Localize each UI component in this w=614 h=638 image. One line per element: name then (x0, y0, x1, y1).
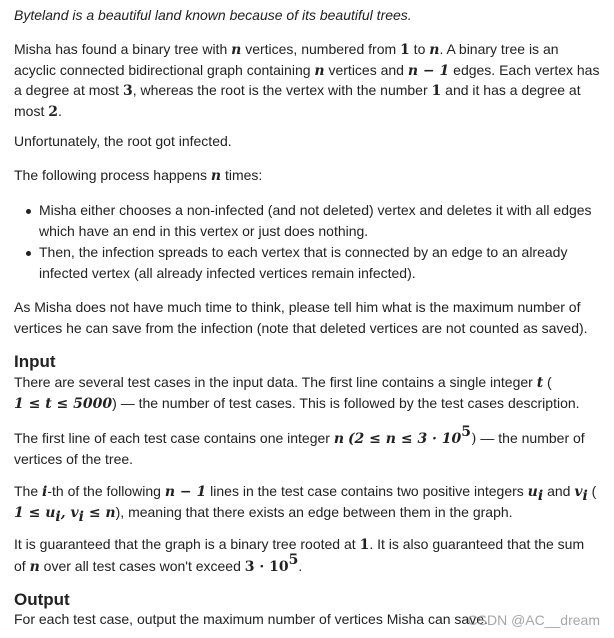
math-n: n (314, 62, 325, 79)
math-subscript: i (582, 487, 588, 504)
paragraph-output: For each test case, output the maximum number of vertices Misha can save. (14, 611, 488, 627)
text: . It is also guaranteed that the sum (369, 536, 585, 552)
math-t-range: 1 ≤ t ≤ 5000 (14, 396, 113, 412)
math-1: 1 (431, 83, 442, 99)
math-t: t (536, 375, 544, 391)
text: vertices, numbered from (241, 41, 401, 57)
math-subscript: i (78, 508, 84, 525)
text: , whereas the root is the vertex with the number (132, 82, 432, 98)
math-n-minus-1: n − 1 (407, 62, 450, 79)
watermark: CSDN @AC__dream (467, 612, 600, 628)
math-i: i (42, 484, 48, 500)
text: -th of the following (47, 483, 165, 499)
text: ( (543, 374, 552, 390)
list-item: Then, the infection spreads to each vertex that is connected by an edge to an already infected vertex (all already infected vertices remain infected). (39, 242, 604, 284)
text: . A binary tree is an acyclic connected bidirectional graph containing (14, 41, 559, 78)
process-steps-list (14, 200, 604, 284)
text: of (14, 558, 30, 574)
math-subscript: i (537, 487, 544, 504)
text: and (543, 483, 575, 499)
math-v: v (574, 484, 583, 500)
math-range: ≤ n (83, 505, 116, 521)
paragraph-input-edges (14, 481, 596, 523)
paragraph-question: As Misha does not have much time to think, please tell him what is the maximum number of vertices he can save from the infection (note that deleted vertices are not counted as saved). (14, 299, 588, 336)
math-paren: ) (471, 431, 477, 447)
math-n: n (429, 42, 440, 58)
text: The first line of each test case contains one integer (14, 430, 334, 446)
list-item: Misha either chooses a non-infected (and not deleted) vertex and deletes it with all edges which have an end in this vertex or just does nothing. (39, 200, 604, 242)
math-subscript: i (55, 508, 61, 525)
math-1: 1 (359, 537, 370, 553)
output-heading: Output (14, 590, 70, 609)
math-range: 1 ≤ u (14, 505, 56, 521)
text: lines in the test case contains two positive integers (206, 483, 528, 499)
text: The following process happens (14, 167, 211, 183)
text: to (409, 41, 430, 57)
text: — the number of vertices of the tree. (14, 430, 585, 467)
math-n-range: (2 ≤ n ≤ 3 · 10 (347, 431, 462, 447)
math-n-minus-1: n − 1 (164, 484, 207, 500)
math-u: u (527, 484, 538, 500)
text: The (14, 483, 43, 499)
text: There are several test cases in the input data. The first line contains a single integer (14, 374, 537, 390)
input-heading: Input (14, 352, 56, 371)
math-2: 2 (48, 103, 58, 120)
intro-text: Byteland is a beautiful land known because of its beautiful trees. (14, 7, 412, 23)
math-n: n (210, 168, 222, 184)
text: and it has a degree at most (14, 82, 581, 119)
paragraph-infected: Unfortunately, the root got infected. (14, 133, 232, 149)
text: over all test cases won't exceed (39, 558, 245, 574)
paragraph-process (14, 166, 262, 187)
text: It is guaranteed that the graph is a binary tree rooted at (14, 536, 360, 552)
paragraph-tree-description (14, 40, 604, 122)
text: ) — the number of test cases. This is followed by the test cases description. (112, 395, 580, 411)
text: edges. Each vertex has a degree at most (14, 61, 600, 98)
math-n: n (231, 42, 242, 58)
text: ( (587, 483, 597, 499)
math-n: n (29, 559, 40, 575)
math-1: 1 (400, 42, 410, 58)
math-n: n (333, 431, 345, 447)
paragraph-input-test-cases (14, 372, 580, 414)
text: Misha has found a binary tree with (14, 41, 232, 57)
paragraph-input-n (14, 424, 604, 469)
text: ), meaning that there exists an edge between them in the graph. (115, 504, 513, 520)
math-exponent: 5 (288, 552, 299, 569)
math-3: 3 (122, 83, 133, 99)
paragraph-guarantee (14, 534, 584, 578)
math-exponent: 5 (461, 424, 472, 441)
math-limit: 3 · 10 (244, 559, 289, 575)
text: times: (221, 167, 263, 183)
text: . (57, 102, 62, 119)
math-range: , v (60, 505, 79, 521)
text: . (298, 558, 303, 574)
text: vertices and (324, 61, 408, 78)
